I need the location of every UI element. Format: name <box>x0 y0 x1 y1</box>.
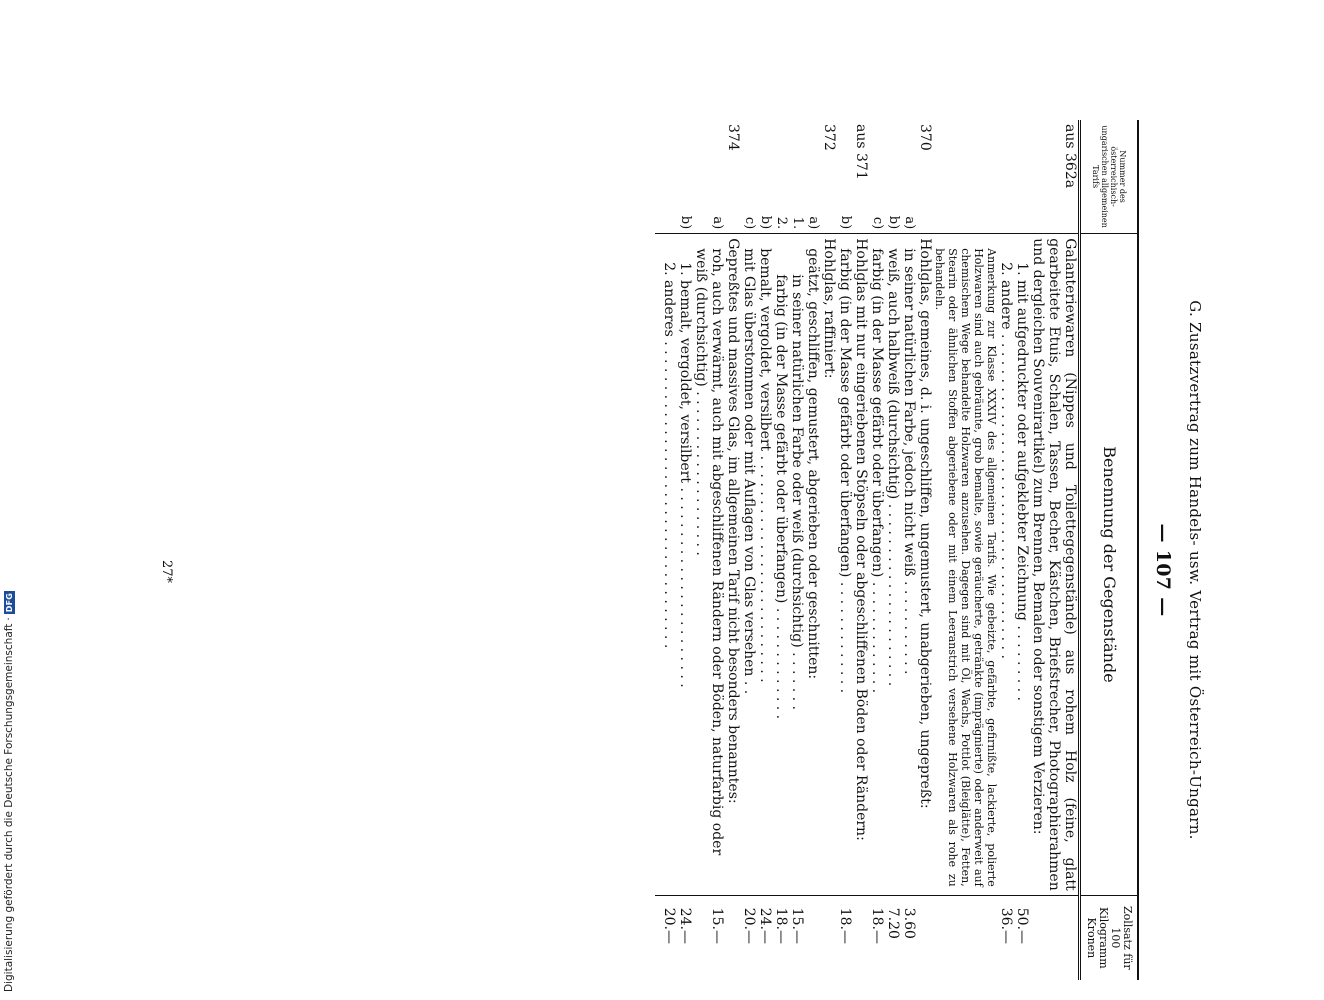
duty-rate: 20.— <box>655 895 677 980</box>
tariff-number: b) <box>678 215 693 230</box>
duty-rate: 24.— <box>757 895 773 980</box>
duty-rate: 20.— <box>741 895 757 980</box>
tariff-number: a) <box>710 216 725 230</box>
duty-rate <box>853 895 869 980</box>
table-row <box>998 120 1014 980</box>
header-rate: Zollsatz für 100 Kilogramm Kronen <box>1080 895 1139 980</box>
item-description: mit Glas überstommen oder mit Auflagen von Glas versehen . . <box>741 234 757 896</box>
duty-rate: 18.— <box>869 895 885 980</box>
table-row <box>917 120 933 980</box>
tariff-number <box>998 120 1014 234</box>
footer-credit: Digitalisierung gefördert durch die Deutsche Forschungsgemeinschaft <box>3 623 15 992</box>
dfg-logo: DFG <box>4 592 14 613</box>
item-description: 2. andere . . . . . . . . . . . . . . . . . . . . . . . . . . . . . . . . . . . . . <box>998 234 1014 896</box>
item-description: geätzt, geschliffen, gemustert, abgerieben oder geschnitten: <box>805 234 821 896</box>
item-description: Hohlglas mit nur eingeriebenen Stöpseln oder abgeschliffenen Böden oder Rändern: <box>853 234 869 896</box>
item-description: 1. mit aufgedruckter oder aufgeklebter Zeichnung . . . . . . . . . <box>1014 234 1030 896</box>
tariff-number: a) <box>806 216 821 230</box>
duty-rate: 15.— <box>693 895 725 980</box>
running-head: G. Zusatzvertrag zum Handels- usw. Vertrag mit Österreich-Ungarn. <box>1186 300 1204 840</box>
item-description: in seiner natürlichen Farbe, jedoch nicht weiß . . . . . . . . . . . <box>901 234 917 896</box>
table-row <box>805 120 821 980</box>
tariff-number: b) <box>758 215 773 230</box>
table-row <box>773 120 789 980</box>
tariff-number: b) <box>886 215 901 230</box>
tariff-number: 370 <box>917 124 933 151</box>
table-row <box>853 120 869 980</box>
table-row <box>725 120 741 980</box>
item-description: 1. bemalt, vergoldet, versilbert . . . . . . . . . . . . . . . . . . . . . . . <box>677 234 693 896</box>
tariff-number: 372 <box>821 124 837 151</box>
tariff-number: aus 362a <box>1062 124 1078 189</box>
table-row <box>933 120 998 980</box>
item-description: Gepreßtes und massives Glas, im allgemeinen Tarif nicht besonders benanntes: <box>725 234 741 896</box>
tariff-number <box>933 120 998 234</box>
tariff-number: 2. <box>774 216 789 230</box>
duty-rate <box>917 895 933 980</box>
item-description: farbig (in der Masse gefärbt oder überfangen) . . . . . . . . . . . . . <box>773 234 789 896</box>
table-row <box>1014 120 1030 980</box>
item-description: farbig (in der Masse gefärbt oder überfangen) . . . . . . . . . . . . . <box>837 234 853 896</box>
item-description: farbig (in der Masse gefärbt oder überfangen) . . . . . . . . . . . . . <box>869 234 885 896</box>
table-row <box>821 120 837 980</box>
duty-rate: 36.— <box>998 895 1014 980</box>
table-header-row <box>1080 120 1139 980</box>
duty-rate: 7.20 <box>885 895 901 980</box>
table-row <box>1030 120 1080 980</box>
duty-rate: 15.— <box>789 895 805 980</box>
footer-separator: · <box>3 617 15 621</box>
table-row <box>757 120 773 980</box>
item-description: Hohlglas, gemeines, d. i. ungeschliffen, ungemustert, unabgerieben, ungepreßt: <box>917 234 933 896</box>
table-body <box>655 120 1080 980</box>
tariff-number <box>655 120 677 234</box>
table-row <box>789 120 805 980</box>
tariff-number: aus 371 <box>853 124 869 180</box>
header-number: Nummer des österreichisch-ungarischen allgemeinen Tarifs <box>1080 120 1139 234</box>
table-row <box>677 120 693 980</box>
tariff-number: c) <box>742 216 757 230</box>
table-row <box>741 120 757 980</box>
header-description: Benennung der Gegenstände <box>1080 234 1139 896</box>
signature-mark: 27* <box>159 560 174 584</box>
duty-rate <box>933 895 998 980</box>
tariff-number <box>1014 120 1030 234</box>
tariff-number: b) <box>838 215 853 230</box>
digitization-footer <box>3 591 15 992</box>
duty-rate: 18.— <box>837 895 853 980</box>
table-row <box>655 120 677 980</box>
item-description: roh, auch verwärmt, auch mit abgeschliffenen Rändern oder Böden, naturfarbig oder weiß (durchsichtig) . . . . . . . . . . . . . . . . . . . <box>693 234 725 896</box>
duty-rate: 24.— <box>677 895 693 980</box>
duty-rate: 50.— <box>1014 895 1030 980</box>
item-description: weiß, auch halbweiß (durchsichtig) . . . . . . . . . . . . . . . . . . . . . <box>885 234 901 896</box>
duty-rate <box>821 895 837 980</box>
annotation-text: Anmerkung zur Klasse XXXIV des allgemeinen Tarifs. Wie gebeizte, gefärbte, gefirnißte, lackierte, polierte Holzwaren sind auch gebräunte, grob bemalte, sowie geräucherte, getränkte (imprägnierte) oder anderweit auf chemischem Wege behandelte Holzwaren anzusehen. Dagegen sind mit Öl, Wachs, Pottlot (Bleiglätte), Fetten, Stearin oder ähnlichen Stoffen abgeriebene oder mit einem Leeranstrich versehene Holzwaren als rohe zu behandeln. <box>933 234 998 896</box>
tariff-number: a) <box>902 216 917 230</box>
table-row <box>837 120 853 980</box>
duty-rate: 3.60 <box>901 895 917 980</box>
tariff-number: c) <box>870 216 885 230</box>
tariff-table <box>655 120 1139 980</box>
table-row <box>885 120 901 980</box>
table-row <box>869 120 885 980</box>
page-number: — 107 — <box>1152 523 1174 617</box>
item-description: Galanteriewaren (Nippes und Toilettegegenstände) aus rohem Holz (feine, glatt gearbeitete Etuis, Schalen, Tassen, Becher, Kästchen, Briefstrecher, Photographierahmen und dergleichen Souvenirartikel) zum Brennen, Bemalen oder sonstigem Verzieren: <box>1030 234 1080 896</box>
item-description: 2. anderes . . . . . . . . . . . . . . . . . . . . . . . . . . . . . . . . . . . <box>655 234 677 896</box>
tariff-number: 1. <box>790 216 805 230</box>
table-row <box>693 120 725 980</box>
duty-rate: 18.— <box>773 895 789 980</box>
duty-rate <box>1030 895 1080 980</box>
item-description: in seiner natürlichen Farbe oder weiß (durchsichtig) . . . . . . . <box>789 234 805 896</box>
item-description: Hohlglas, raffiniert: <box>821 234 837 896</box>
table-row <box>901 120 917 980</box>
duty-rate <box>725 895 741 980</box>
tariff-number: 374 <box>725 124 741 151</box>
item-description: bemalt, vergoldet, versilbert . . . . . . . . . . . . . . . . . . . . . . . . . . <box>757 234 773 896</box>
duty-rate <box>805 895 821 980</box>
